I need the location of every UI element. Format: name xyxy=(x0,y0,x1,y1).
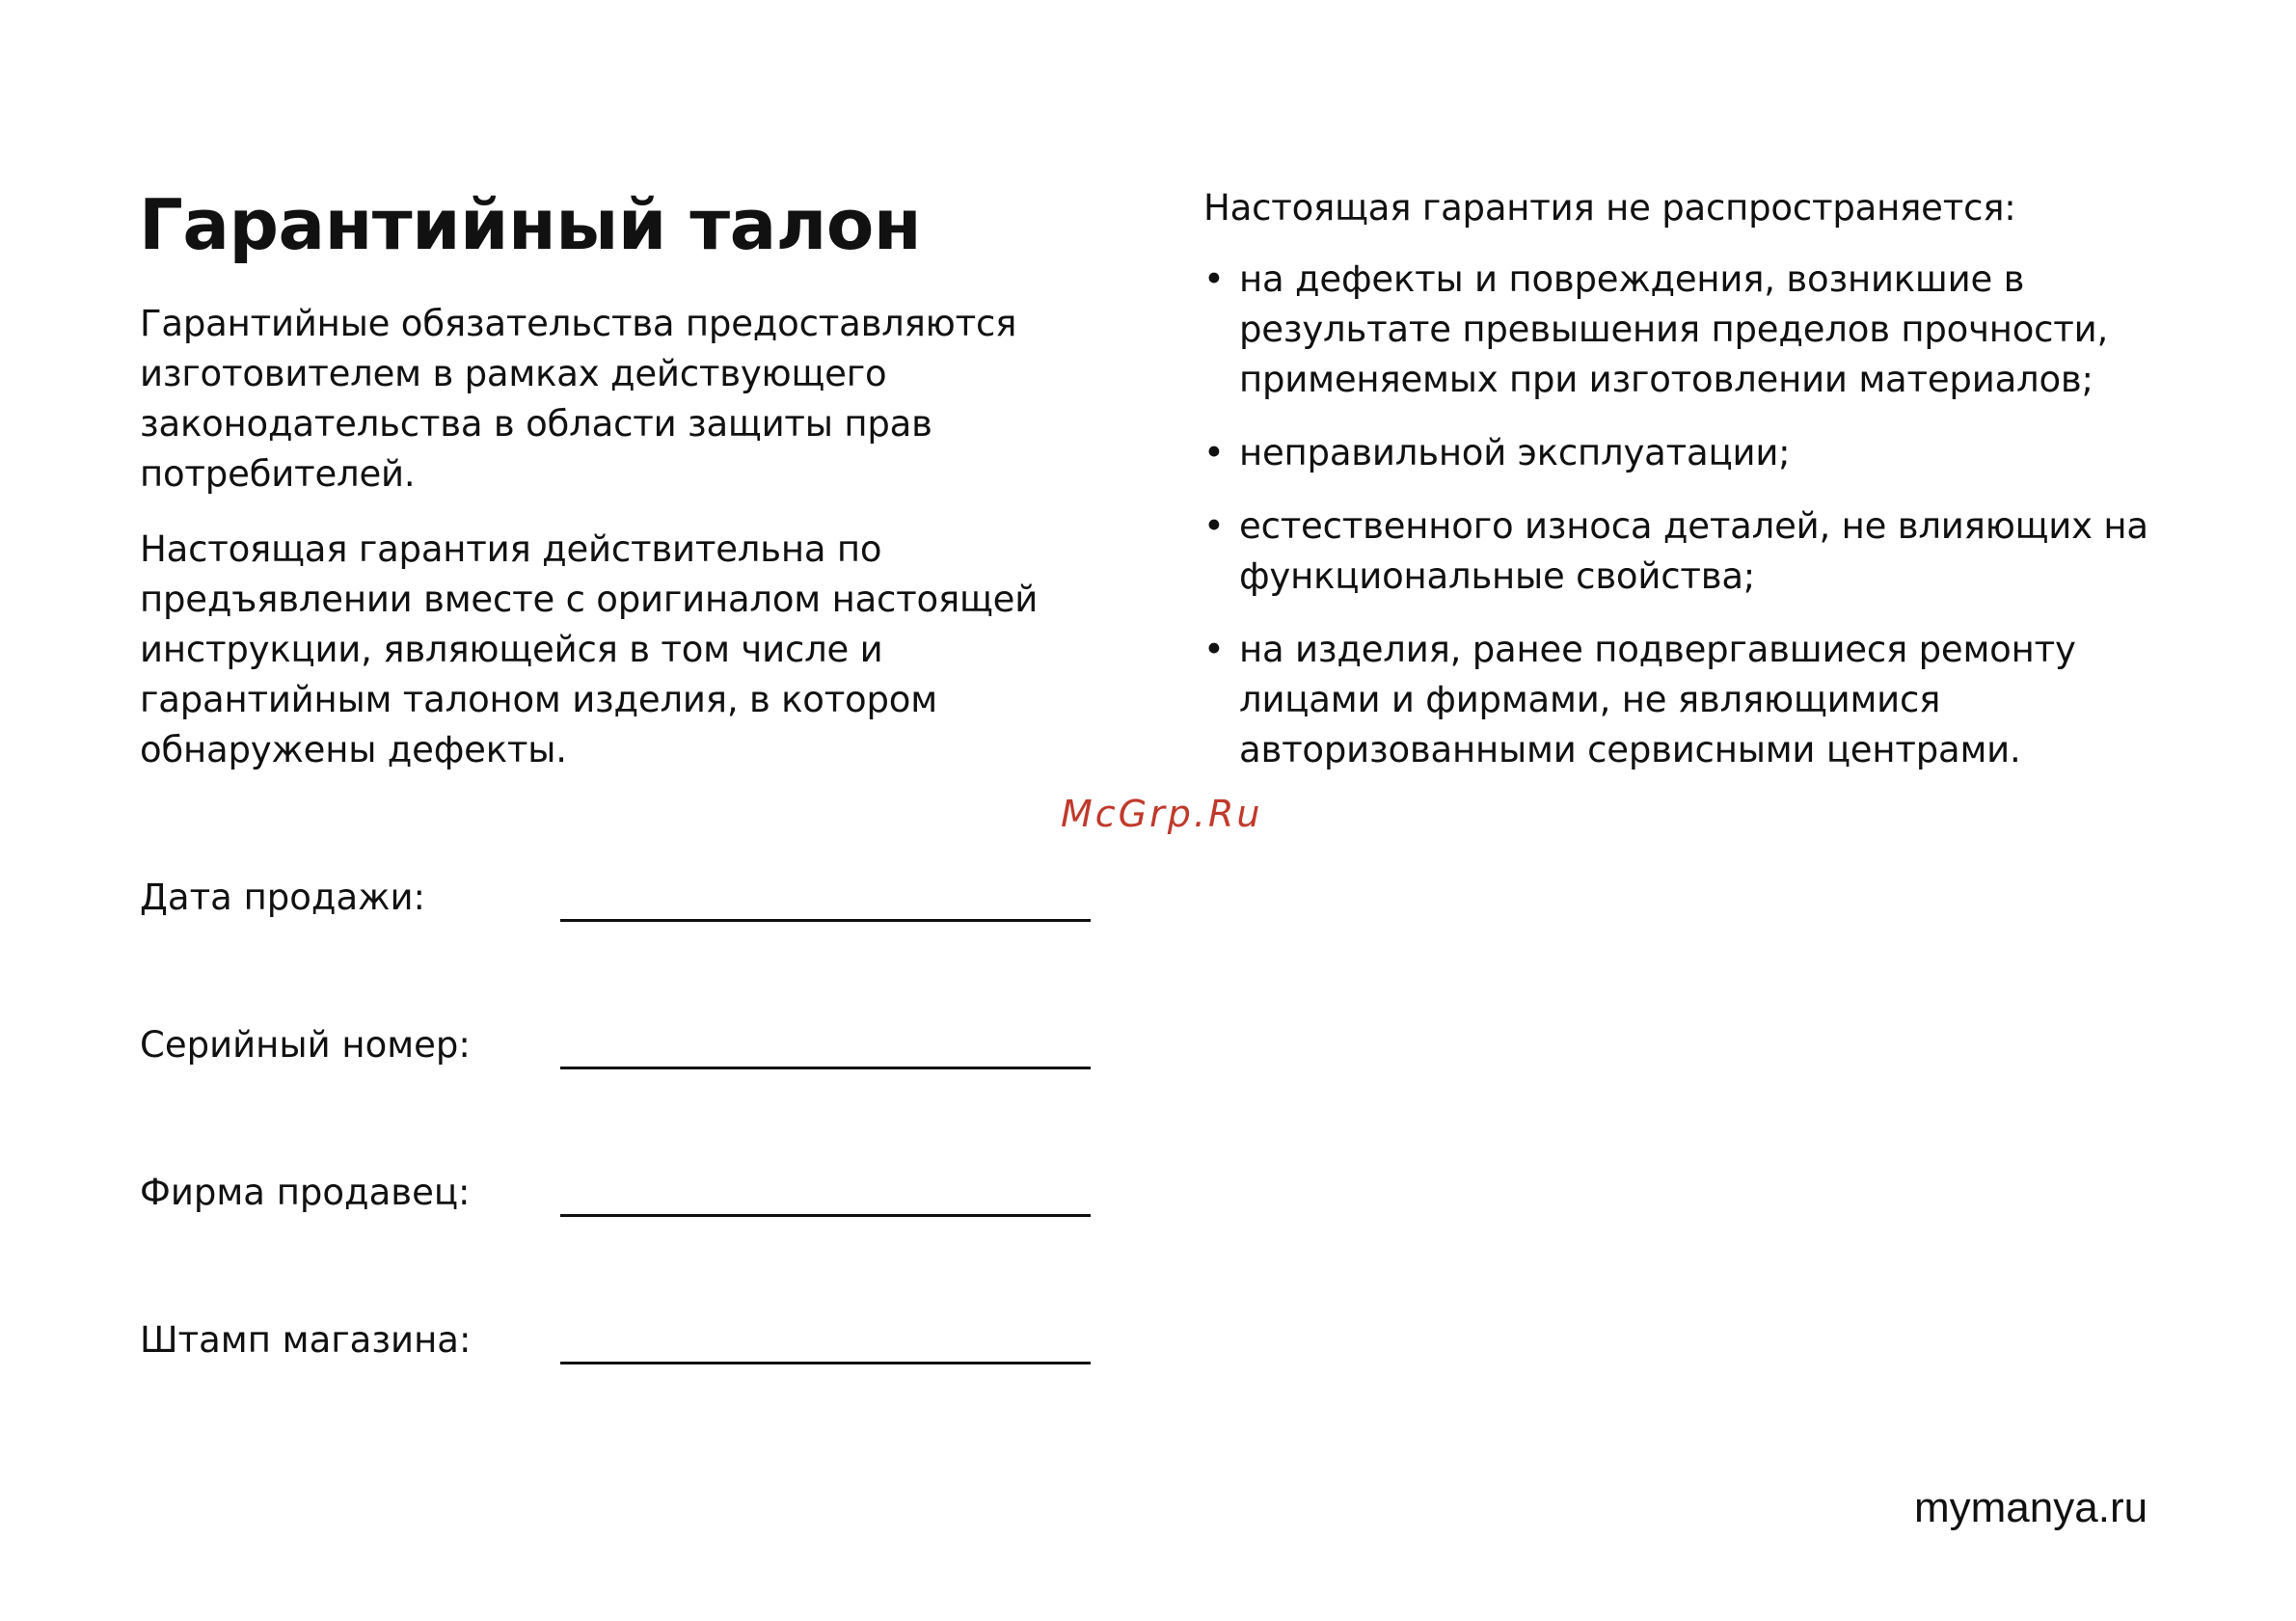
watermark: McGrp.Ru xyxy=(1061,793,1263,835)
warranty-exclusions xyxy=(1203,183,2168,798)
sale-fields xyxy=(140,873,1104,1463)
bullet-icon: • xyxy=(1203,432,1225,473)
field-label: Штамп магазина: xyxy=(140,1319,472,1361)
sale-date-field xyxy=(140,873,1104,1020)
exclusion-item xyxy=(1203,428,2168,478)
blank-line xyxy=(560,919,1091,922)
exclusion-text: неправильной эксплуатации; xyxy=(1239,432,1791,473)
bullet-icon: • xyxy=(1203,258,1225,300)
serial-number-field xyxy=(140,1020,1104,1168)
exclusion-text: на дефекты и повреждения, возникшие в результате превышения пределов прочности, применяемых при изготовлении материалов; xyxy=(1239,258,2109,400)
exclusions-list xyxy=(1203,255,2168,775)
exclusion-item xyxy=(1203,625,2168,775)
blank-line xyxy=(560,1214,1091,1217)
warranty-paragraph: Гарантийные обязательства предоставляются изготовителем в рамках действующего законодательства в области защиты прав потребителей. xyxy=(140,303,1017,495)
site-url: mymanya.ru xyxy=(1914,1484,2148,1531)
exclusion-text: естественного износа деталей, не влияющих на функциональные свойства; xyxy=(1239,505,2148,597)
blank-line xyxy=(560,1362,1091,1364)
exclusion-text: на изделия, ранее подвергавшиеся ремонту лицами и фирмами, не являющимися авторизованными сервисными центрами. xyxy=(1239,629,2076,770)
store-stamp-field xyxy=(140,1315,1104,1463)
field-label: Серийный номер: xyxy=(140,1024,471,1066)
exclusion-item xyxy=(1203,255,2168,405)
seller-company-field xyxy=(140,1168,1104,1315)
bullet-icon: • xyxy=(1203,629,1225,670)
warranty-paragraph: Настоящая гарантия действительна по предъявлении вместе с оригиналом настоящей инструкции, являющейся в том числе и гарантийным талоном изделия, в котором обнаружены дефекты. xyxy=(140,528,1039,770)
blank-line xyxy=(560,1067,1091,1069)
exclusion-item xyxy=(1203,501,2168,602)
warranty-description xyxy=(140,299,1066,800)
field-label: Фирма продавец: xyxy=(140,1172,471,1213)
field-label: Дата продажи: xyxy=(140,877,425,918)
exclusions-intro: Настоящая гарантия не распространяется: xyxy=(1203,187,2016,229)
page-title: Гарантийный талон xyxy=(139,184,922,265)
bullet-icon: • xyxy=(1203,505,1225,547)
